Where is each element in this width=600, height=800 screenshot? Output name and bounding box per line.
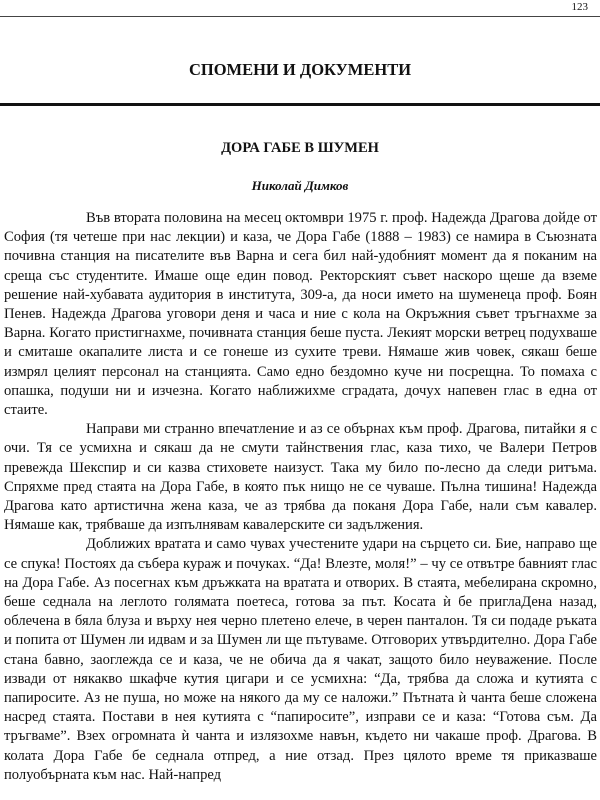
section-title: СПОМЕНИ И ДОКУМЕНТИ [188, 60, 412, 79]
paragraph: Доближих вратата и само чувах учестените удари на сърцето си. Бие, направо ще се спука! Постоях да събера кураж и почуках. “Да! Влезте, моля!” – чу се отвътре бавният глас на Дора Габе. Аз посегнах към дръжката на вратата и отворих. В стаята, мебелирана скромно, беше седнала на леглото голямата поетеса, готова за път. Косата ѝ бе приглаДена назад, облечена в бяла блуза и върху нея черно плетено елече, в черен панталон. Тя си подаде ръката и попита от Шумен ли идвам и за Шумен ли ще пътуваме. Отговорих утвърдително. Дора Габе стана бавно, заоглежда се и каза, че не обича да я чакат, защото било неуважение. После извади от някакво шкафче кутия цигари и се усмихна: “Да, трябва да сложа и кутията с папиросите. Аз не пуша, но може на някого да му се наложи.” Пътната ѝ чанта беше сложена насред стаята. Постави в нея кутията с “папиросите”, изправи се и каза: “Готова съм. Да тръгваме”. Взех огромната ѝ чанта и излязохме навън, където ни чакаше проф. Драгова. В колата Дора Габе бе седнала отпред, а ние отзад. През цялото време тя приказваше полуобърната към нас. Най-напред [4, 536, 597, 783]
article-title: ДОРА ГАБЕ В ШУМЕН [221, 140, 379, 156]
paragraph: Направи ми странно впечатление и аз се обърнах към проф. Драгова, питайки я с очи. Тя се усмихна и сякаш да не смути тайнствения глас, каза тихо, че Валери Петров превежда Шекспир и си казва стиховете наизуст. Така му било по-лесно да следи ритъма. Спряхме пред стаята на Дора Габе, в която пък нищо не се чуваше. Пълна тишина! Надежда Драгова като артистична жена каза, че аз трябва да поканя Дора Габе, нали съм кавалер. Нямаше как, трябваше да изпълнявам кавалерските си задължения. [4, 421, 597, 534]
article-body [4, 209, 597, 785]
paragraph: Във втората половина на месец октомври 1975 г. проф. Надежда Драгова дойде от София (тя четеше при нас лекции) и каза, че Дора Габе (1888 – 1983) се намира в Съюзната почивна станция на писателите във Варна и сега бил най-удобният момент да я поканим на среща със студентите. Имаше още един повод. Ректорският съвет наскоро щеше да вземе решение най-хубавата аудитория в института, 309-а, да носи името на шуменеца проф. Боян Пенев. Надежда Драгова уговори деня и часа и ние с кола на Окръжния съвет тръгнахме за Варна. Когато пристигнахме, почивната станция беше пуста. Лекият морски ветрец подухваше и смиташе окапалите листа и се гонеше из сухите треви. Нямаше жив човек, сякаш беше измрял целият персонал на станцията. Само едно бездомно куче ни посрещна. То помаха с опашка, подуши ни и изчезна. Когато наближихме сградата, дочух напевен глас в една от стаите. [4, 210, 597, 419]
page-number: 123 [571, 1, 588, 13]
header-rule [0, 16, 600, 17]
section-divider [0, 103, 600, 106]
article-author: Николай Димков [251, 178, 349, 193]
